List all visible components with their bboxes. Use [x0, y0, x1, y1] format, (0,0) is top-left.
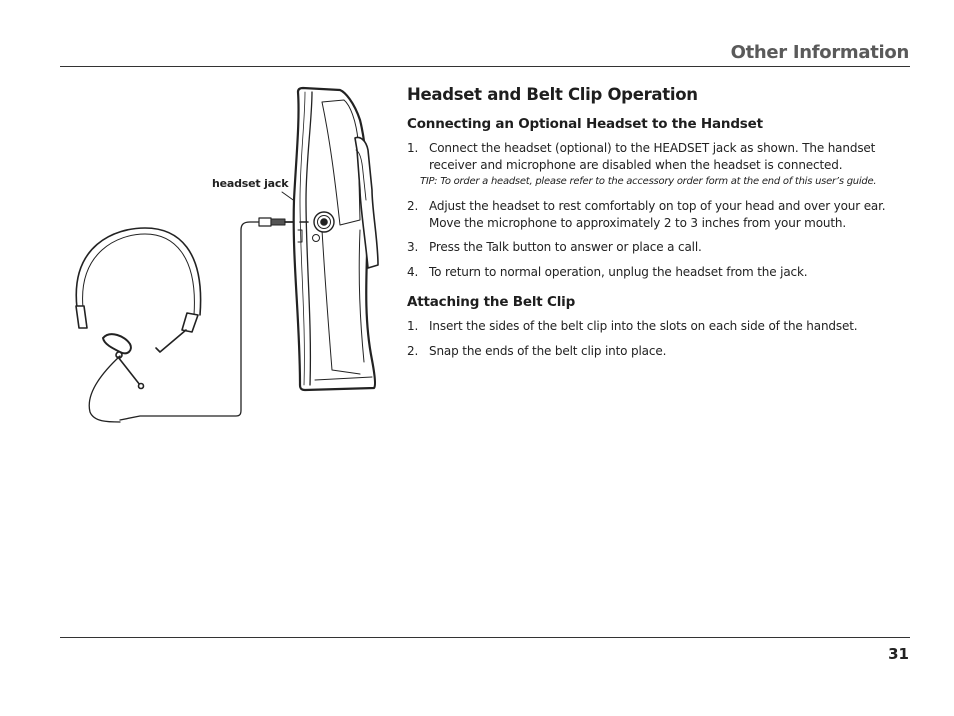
step-text: Insert the sides of the belt clip into the slots on each side of the handset.	[429, 319, 858, 333]
step-number: 2.	[407, 343, 419, 358]
step-text: Adjust the headset to rest comfortably on top of your head and over your ear. Move the microphone to approximately 2 to 3 inches from your mouth.	[429, 199, 886, 230]
step-number: 1.	[407, 319, 419, 333]
page-number: 31	[888, 645, 909, 663]
list-item	[407, 140, 907, 173]
section-header-title: Other Information	[730, 42, 909, 63]
step-text: Snap the ends of the belt clip into place.	[429, 343, 667, 358]
step-number: 3.	[407, 240, 419, 254]
step-number: 4.	[407, 264, 419, 279]
step-text: Press the Talk button to answer or place a call.	[429, 240, 702, 254]
list-item	[407, 264, 907, 281]
list-item	[407, 198, 907, 231]
step-text: Connect the headset (optional) to the HEADSET jack as shown. The handset receiver and microphone are disabled when the headset is connected.	[429, 141, 876, 172]
step-number: 1.	[407, 141, 419, 155]
subsection-title-belt-clip: Attaching the Belt Clip	[407, 294, 576, 310]
list-item	[407, 343, 907, 360]
step-number: 2.	[407, 199, 419, 213]
list-item	[407, 318, 907, 335]
headset-steps-list-continued	[407, 198, 907, 280]
subsection-title-headset: Connecting an Optional Headset to the Handset	[407, 116, 763, 132]
tip-note: TIP: To order a headset, please refer to the accessory order form at the end of this user’s guide.	[420, 176, 877, 187]
headset-jack-label: headset jack	[212, 177, 289, 190]
header-rule	[60, 66, 910, 67]
belt-clip-steps-list	[407, 318, 907, 359]
headset-handset-illustration	[60, 80, 400, 440]
step-text: To return to normal operation, unplug the headset from the jack.	[429, 264, 808, 279]
headset-steps-list	[407, 140, 907, 173]
main-content	[407, 85, 907, 367]
list-item	[407, 239, 907, 256]
footer-rule	[60, 637, 910, 638]
page-title: Headset and Belt Clip Operation	[407, 85, 698, 104]
